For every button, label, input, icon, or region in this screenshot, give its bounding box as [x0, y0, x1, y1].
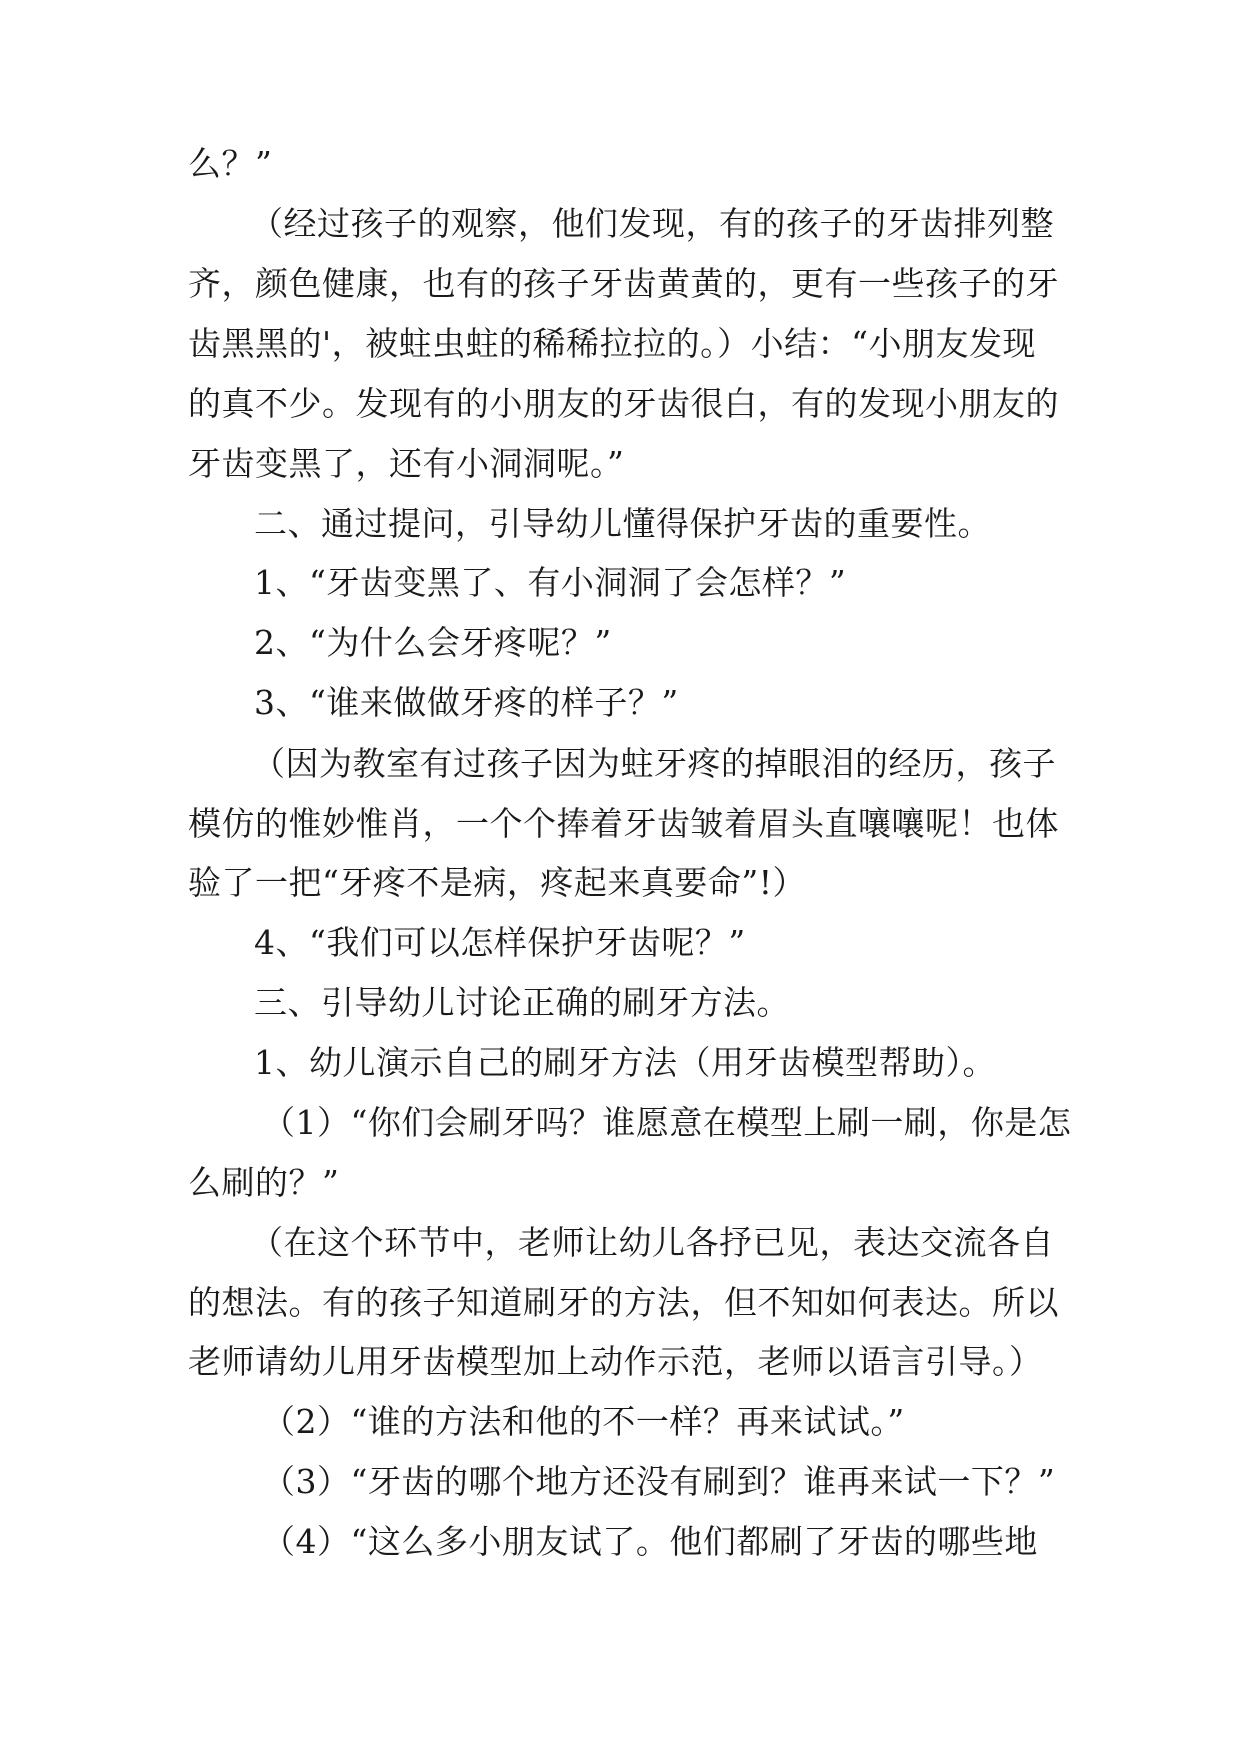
text-line: 么？” — [188, 144, 273, 183]
text-line: 验了一把“牙疼不是病，疼起来真要命”!） — [188, 863, 807, 902]
text-line: （3）“牙齿的哪个地方还没有刷到？谁再来试一下？” — [262, 1462, 1056, 1501]
text-line: 老师请幼儿用牙齿模型加上动作示范，老师以语言引导。） — [188, 1342, 1043, 1381]
text-line: （经过孩子的观察，他们发现，有的孩子的牙齿排列整 — [250, 204, 1054, 243]
text-line: 齿黑黑的'，被蛀虫蛀的稀稀拉拉的。）小结：“小朋友发现 — [188, 324, 1036, 363]
text-line: （因为教室有过孩子因为蛀牙疼的掉眼泪的经历，孩子 — [252, 744, 1056, 783]
text-line: 3、“谁来做做牙疼的样子？” — [254, 683, 679, 722]
text-line: （1）“你们会刷牙吗？谁愿意在模型上刷一刷，你是怎 — [262, 1103, 1072, 1142]
text-line: 牙齿变黑了，还有小洞洞呢。” — [188, 444, 625, 483]
section-heading: 二、通过提问，引导幼儿懂得保护牙齿的重要性。 — [254, 504, 991, 543]
text-line: 1、幼儿演示自己的刷牙方法（用牙齿模型帮助）。 — [254, 1043, 996, 1082]
text-line: 齐，颜色健康，也有的孩子牙齿黄黄的，更有一些孩子的牙 — [188, 264, 1059, 303]
text-line: 的真不少。发现有的小朋友的牙齿很白，有的发现小朋友的 — [188, 384, 1059, 423]
text-line: 2、“为什么会牙疼呢？” — [254, 623, 612, 662]
text-line: 4、“我们可以怎样保护牙齿呢？” — [254, 923, 746, 962]
text-line: （2）“谁的方法和他的不一样？再来试试。” — [262, 1402, 905, 1441]
section-heading: 三、引导幼儿讨论正确的刷牙方法。 — [254, 983, 790, 1022]
text-line: 的想法。有的孩子知道刷牙的方法，但不知如何表达。所以 — [188, 1283, 1059, 1322]
text-line: （4）“这么多小朋友试了。他们都刷了牙齿的哪些地 — [262, 1522, 1038, 1561]
text-line: 么刷的？” — [188, 1163, 340, 1202]
text-line: 1、“牙齿变黑了、有小洞洞了会怎样？” — [254, 563, 847, 602]
text-line: （在这个环节中，老师让幼儿各抒已见，表达交流各自 — [250, 1223, 1054, 1262]
text-line: 模仿的惟妙惟肖，一个个捧着牙齿皱着眉头直嚷嚷呢！也体 — [188, 804, 1059, 843]
